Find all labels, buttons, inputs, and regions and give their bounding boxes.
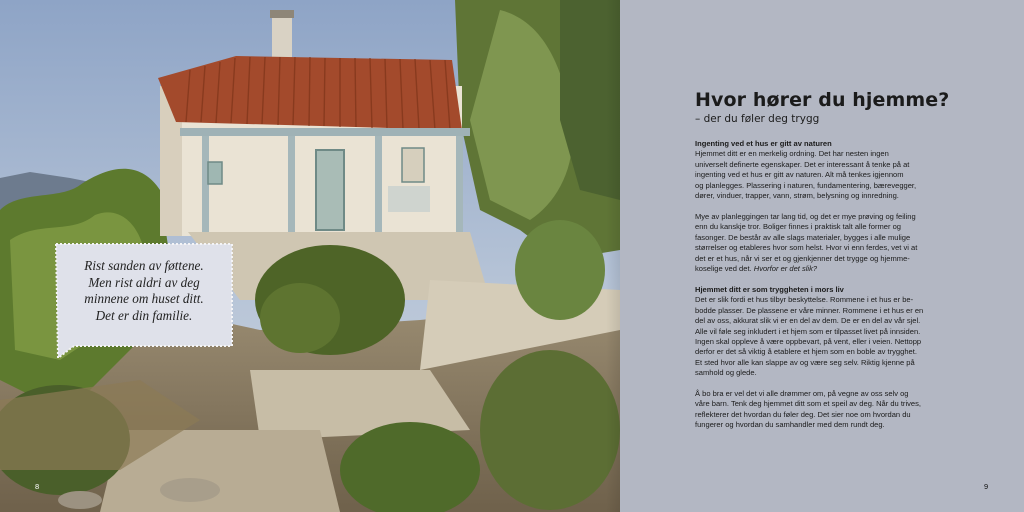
paragraph-line: bodde plasser. De plassene er våre minner. Rommene i et hus er en (695, 305, 924, 315)
quote-callout (52, 240, 236, 358)
article-section (695, 212, 960, 274)
paragraph-line: dører, vinduer, trapper, vann, strøm, belysning og innredning. (695, 191, 899, 201)
paragraph-line: det er et hus, når vi ser et og gjenkjenner det trygge og hjemme- (695, 253, 910, 263)
article (695, 88, 960, 441)
paragraph-line: og planlegges. Plassering i naturen, fundamentering, bærevegger, (695, 180, 917, 190)
paragraph-line: fungerer og hvordan du samhandler med dem rundt deg. (695, 420, 885, 430)
paragraph-line: Ingen skal oppleve å være oppbevart, på vent, eller i veien. Nettopp (695, 336, 922, 346)
page-number-right: 9 (984, 482, 989, 491)
paragraph-line: ingenting ved et hus er gitt av naturen. Alt må tenkes igjennom (695, 170, 904, 180)
paragraph-line (695, 264, 960, 274)
paragraph-line: Det er slik fordi et hus tilbyr beskyttelse. Rommene i et hus er be- (695, 295, 914, 305)
paragraph-line: Alle vil føle seg inkludert i et hjem som er tilpasset livet på innsiden. (695, 326, 921, 336)
italic-question: Hvorfor er det slik? (753, 263, 818, 273)
paragraph-line: fasonger. De består av alle slags materialer, bygges i alle mulige (695, 232, 911, 242)
paragraph-line: Å bo bra er vel det vi alle drømmer om, på vegne av oss selv og (695, 389, 909, 399)
quote-text (52, 258, 236, 324)
section-heading: Hjemmet ditt er som tryggheten i mors liv (695, 284, 844, 294)
article-subtitle: – der du føler deg trygg (695, 113, 820, 125)
section-heading: Ingenting ved et hus er gitt av naturen (695, 139, 832, 148)
quote-line: Det er din familie. (95, 307, 193, 323)
paragraph-line: derfor er det så viktig å etablere et hjem som en boble av trygghet. (695, 347, 917, 357)
quote-line: Rist sanden av føttene. (84, 258, 204, 273)
paragraph-text: koselige ved det. (695, 263, 752, 273)
paragraph-line: våre barn. Tenk deg hjemmet ditt som et speil av deg. Når du trives, (695, 399, 921, 409)
article-title: Hvor hører du hjemme? (695, 89, 950, 111)
paragraph-line: Et sted hvor alle kan slappe av og være seg selv. Riktig kjenne på (695, 357, 915, 367)
quote-line: Men rist aldri av deg (88, 274, 200, 290)
paragraph-line: universelt definerte egenskaper. Det er interessant å tenke på at (695, 159, 910, 169)
paragraph-line: Hjemmet ditt er en merkelig ordning. Det har nesten ingen (695, 149, 889, 159)
article-section (695, 139, 960, 201)
quote-line: minnene om huset ditt. (84, 291, 204, 306)
page-number-left: 8 (35, 482, 40, 491)
article-section (695, 285, 960, 379)
paragraph-line: enn du kanskje tror. Boliger finnes i praktisk talt alle former og (695, 222, 901, 232)
paragraph-line: størrelser og etableres hvor som helst. Hvor vi enn ferdes, vet vi at (695, 243, 918, 253)
paragraph-line: del av oss, akkurat slik vi er en del av dem. De er en del av vår sjel. (695, 316, 921, 326)
paragraph-line: Mye av planleggingen tar lang tid, og det er mye prøving og feiling (695, 211, 916, 221)
article-section (695, 389, 960, 431)
paragraph-line: samhold og glede. (695, 368, 757, 378)
paragraph-line: reflekterer det hvordan du føler deg. Det sier noe om hvordan du (695, 409, 911, 419)
